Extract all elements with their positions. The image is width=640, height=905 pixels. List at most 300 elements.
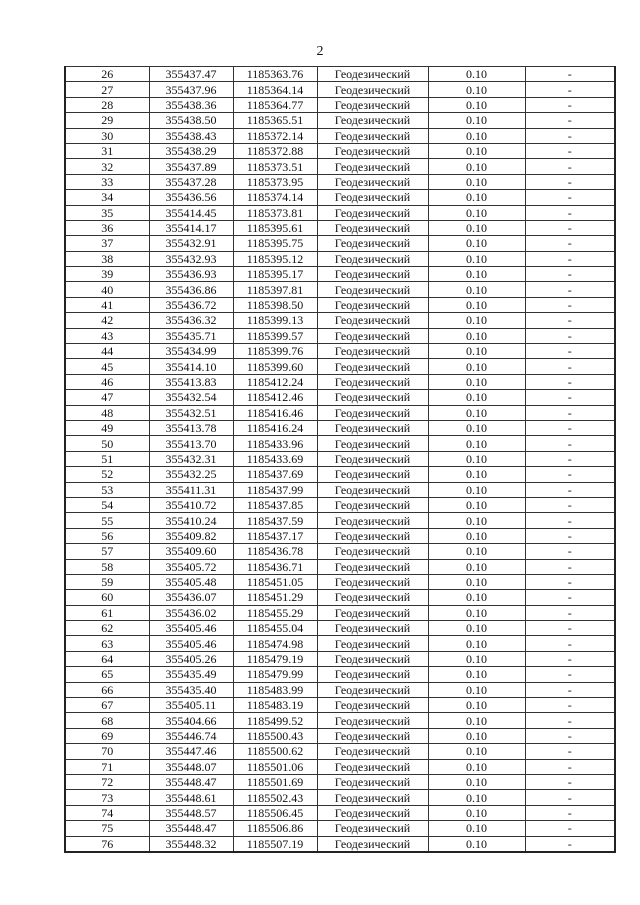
note-cell: -	[525, 344, 615, 359]
y-coordinate-cell: 1185506.45	[233, 805, 317, 820]
point-number-cell: 67	[65, 698, 149, 713]
y-coordinate-cell: 1185416.46	[233, 405, 317, 420]
accuracy-cell: 0.10	[428, 744, 525, 759]
y-coordinate-cell: 1185437.85	[233, 497, 317, 512]
accuracy-cell: 0.10	[428, 836, 525, 852]
accuracy-cell: 0.10	[428, 497, 525, 512]
method-cell: Геодезический	[317, 513, 428, 528]
y-coordinate-cell: 1185437.59	[233, 513, 317, 528]
note-cell: -	[525, 621, 615, 636]
note-cell: -	[525, 205, 615, 220]
table-row	[65, 159, 615, 174]
table-row	[65, 420, 615, 435]
accuracy-cell: 0.10	[428, 682, 525, 697]
accuracy-cell: 0.10	[428, 420, 525, 435]
method-cell: Геодезический	[317, 744, 428, 759]
note-cell: -	[525, 451, 615, 466]
accuracy-cell: 0.10	[428, 805, 525, 820]
x-coordinate-cell: 355436.93	[149, 267, 233, 282]
x-coordinate-cell: 355413.83	[149, 374, 233, 389]
note-cell: -	[525, 297, 615, 312]
method-cell: Геодезический	[317, 159, 428, 174]
point-number-cell: 64	[65, 651, 149, 666]
point-number-cell: 45	[65, 359, 149, 374]
point-number-cell: 54	[65, 497, 149, 512]
note-cell: -	[525, 590, 615, 605]
x-coordinate-cell: 355438.50	[149, 113, 233, 128]
note-cell: -	[525, 359, 615, 374]
accuracy-cell: 0.10	[428, 574, 525, 589]
table-row	[65, 790, 615, 805]
y-coordinate-cell: 1185483.19	[233, 698, 317, 713]
method-cell: Геодезический	[317, 728, 428, 743]
accuracy-cell: 0.10	[428, 713, 525, 728]
method-cell: Геодезический	[317, 128, 428, 143]
method-cell: Геодезический	[317, 359, 428, 374]
table-row	[65, 651, 615, 666]
table-row	[65, 97, 615, 112]
point-number-cell: 51	[65, 451, 149, 466]
y-coordinate-cell: 1185373.51	[233, 159, 317, 174]
y-coordinate-cell: 1185451.29	[233, 590, 317, 605]
table-row	[65, 821, 615, 836]
point-number-cell: 31	[65, 143, 149, 158]
table-row	[65, 282, 615, 297]
note-cell: -	[525, 390, 615, 405]
y-coordinate-cell: 1185500.62	[233, 744, 317, 759]
method-cell: Геодезический	[317, 759, 428, 774]
method-cell: Геодезический	[317, 574, 428, 589]
accuracy-cell: 0.10	[428, 467, 525, 482]
note-cell: -	[525, 220, 615, 235]
point-number-cell: 62	[65, 621, 149, 636]
x-coordinate-cell: 355404.66	[149, 713, 233, 728]
note-cell: -	[525, 97, 615, 112]
accuracy-cell: 0.10	[428, 651, 525, 666]
method-cell: Геодезический	[317, 390, 428, 405]
method-cell: Геодезический	[317, 451, 428, 466]
y-coordinate-cell: 1185483.99	[233, 682, 317, 697]
method-cell: Геодезический	[317, 713, 428, 728]
accuracy-cell: 0.10	[428, 344, 525, 359]
note-cell: -	[525, 497, 615, 512]
method-cell: Геодезический	[317, 97, 428, 112]
note-cell: -	[525, 82, 615, 97]
point-number-cell: 76	[65, 836, 149, 852]
point-number-cell: 72	[65, 774, 149, 789]
x-coordinate-cell: 355438.43	[149, 128, 233, 143]
table-row	[65, 836, 615, 852]
accuracy-cell: 0.10	[428, 559, 525, 574]
method-cell: Геодезический	[317, 267, 428, 282]
accuracy-cell: 0.10	[428, 759, 525, 774]
method-cell: Геодезический	[317, 790, 428, 805]
method-cell: Геодезический	[317, 774, 428, 789]
accuracy-cell: 0.10	[428, 359, 525, 374]
x-coordinate-cell: 355432.25	[149, 467, 233, 482]
x-coordinate-cell: 355405.11	[149, 698, 233, 713]
y-coordinate-cell: 1185395.17	[233, 267, 317, 282]
table-row	[65, 513, 615, 528]
method-cell: Геодезический	[317, 667, 428, 682]
x-coordinate-cell: 355436.02	[149, 605, 233, 620]
point-number-cell: 75	[65, 821, 149, 836]
method-cell: Геодезический	[317, 113, 428, 128]
point-number-cell: 28	[65, 97, 149, 112]
method-cell: Геодезический	[317, 143, 428, 158]
point-number-cell: 27	[65, 82, 149, 97]
note-cell: -	[525, 559, 615, 574]
accuracy-cell: 0.10	[428, 251, 525, 266]
x-coordinate-cell: 355446.74	[149, 728, 233, 743]
accuracy-cell: 0.10	[428, 821, 525, 836]
note-cell: -	[525, 374, 615, 389]
note-cell: -	[525, 544, 615, 559]
table-row	[65, 143, 615, 158]
y-coordinate-cell: 1185363.76	[233, 67, 317, 82]
y-coordinate-cell: 1185433.96	[233, 436, 317, 451]
method-cell: Геодезический	[317, 282, 428, 297]
x-coordinate-cell: 355432.54	[149, 390, 233, 405]
y-coordinate-cell: 1185455.29	[233, 605, 317, 620]
note-cell: -	[525, 282, 615, 297]
method-cell: Геодезический	[317, 528, 428, 543]
method-cell: Геодезический	[317, 190, 428, 205]
accuracy-cell: 0.10	[428, 405, 525, 420]
x-coordinate-cell: 355435.71	[149, 328, 233, 343]
note-cell: -	[525, 682, 615, 697]
point-number-cell: 49	[65, 420, 149, 435]
y-coordinate-cell: 1185502.43	[233, 790, 317, 805]
table-row	[65, 297, 615, 312]
y-coordinate-cell: 1185399.76	[233, 344, 317, 359]
table-row	[65, 667, 615, 682]
note-cell: -	[525, 636, 615, 651]
x-coordinate-cell: 355437.47	[149, 67, 233, 82]
x-coordinate-cell: 355436.56	[149, 190, 233, 205]
x-coordinate-cell: 355414.45	[149, 205, 233, 220]
note-cell: -	[525, 328, 615, 343]
y-coordinate-cell: 1185399.57	[233, 328, 317, 343]
x-coordinate-cell: 355414.10	[149, 359, 233, 374]
note-cell: -	[525, 67, 615, 82]
point-number-cell: 37	[65, 236, 149, 251]
accuracy-cell: 0.10	[428, 267, 525, 282]
table-row	[65, 698, 615, 713]
x-coordinate-cell: 355413.70	[149, 436, 233, 451]
x-coordinate-cell: 355432.91	[149, 236, 233, 251]
method-cell: Геодезический	[317, 605, 428, 620]
accuracy-cell: 0.10	[428, 774, 525, 789]
x-coordinate-cell: 355409.82	[149, 528, 233, 543]
table-row	[65, 744, 615, 759]
note-cell: -	[525, 805, 615, 820]
method-cell: Геодезический	[317, 82, 428, 97]
x-coordinate-cell: 355435.49	[149, 667, 233, 682]
table-row	[65, 559, 615, 574]
method-cell: Геодезический	[317, 174, 428, 189]
y-coordinate-cell: 1185365.51	[233, 113, 317, 128]
note-cell: -	[525, 143, 615, 158]
coordinates-table	[64, 66, 616, 853]
y-coordinate-cell: 1185372.14	[233, 128, 317, 143]
method-cell: Геодезический	[317, 651, 428, 666]
point-number-cell: 74	[65, 805, 149, 820]
table-row	[65, 359, 615, 374]
accuracy-cell: 0.10	[428, 374, 525, 389]
table-row	[65, 205, 615, 220]
x-coordinate-cell: 355435.40	[149, 682, 233, 697]
accuracy-cell: 0.10	[428, 528, 525, 543]
method-cell: Геодезический	[317, 544, 428, 559]
accuracy-cell: 0.10	[428, 436, 525, 451]
accuracy-cell: 0.10	[428, 97, 525, 112]
note-cell: -	[525, 313, 615, 328]
x-coordinate-cell: 355436.32	[149, 313, 233, 328]
point-number-cell: 33	[65, 174, 149, 189]
note-cell: -	[525, 251, 615, 266]
note-cell: -	[525, 744, 615, 759]
y-coordinate-cell: 1185479.99	[233, 667, 317, 682]
table-row	[65, 759, 615, 774]
table-row	[65, 267, 615, 282]
table-row	[65, 451, 615, 466]
table-row	[65, 405, 615, 420]
y-coordinate-cell: 1185372.88	[233, 143, 317, 158]
table-row	[65, 574, 615, 589]
y-coordinate-cell: 1185451.05	[233, 574, 317, 589]
accuracy-cell: 0.10	[428, 451, 525, 466]
page-number: 2	[316, 44, 324, 59]
method-cell: Геодезический	[317, 420, 428, 435]
point-number-cell: 73	[65, 790, 149, 805]
table-row	[65, 67, 615, 82]
table-row	[65, 374, 615, 389]
point-number-cell: 47	[65, 390, 149, 405]
method-cell: Геодезический	[317, 251, 428, 266]
note-cell: -	[525, 528, 615, 543]
x-coordinate-cell: 355448.57	[149, 805, 233, 820]
x-coordinate-cell: 355409.60	[149, 544, 233, 559]
y-coordinate-cell: 1185395.12	[233, 251, 317, 266]
note-cell: -	[525, 667, 615, 682]
note-cell: -	[525, 728, 615, 743]
y-coordinate-cell: 1185399.60	[233, 359, 317, 374]
table-row	[65, 174, 615, 189]
point-number-cell: 60	[65, 590, 149, 605]
note-cell: -	[525, 113, 615, 128]
accuracy-cell: 0.10	[428, 143, 525, 158]
point-number-cell: 52	[65, 467, 149, 482]
x-coordinate-cell: 355436.86	[149, 282, 233, 297]
method-cell: Геодезический	[317, 467, 428, 482]
x-coordinate-cell: 355448.47	[149, 774, 233, 789]
method-cell: Геодезический	[317, 328, 428, 343]
point-number-cell: 66	[65, 682, 149, 697]
y-coordinate-cell: 1185437.69	[233, 467, 317, 482]
point-number-cell: 36	[65, 220, 149, 235]
x-coordinate-cell: 355405.46	[149, 621, 233, 636]
method-cell: Геодезический	[317, 559, 428, 574]
accuracy-cell: 0.10	[428, 621, 525, 636]
point-number-cell: 44	[65, 344, 149, 359]
accuracy-cell: 0.10	[428, 297, 525, 312]
y-coordinate-cell: 1185397.81	[233, 282, 317, 297]
x-coordinate-cell: 355432.31	[149, 451, 233, 466]
accuracy-cell: 0.10	[428, 667, 525, 682]
method-cell: Геодезический	[317, 297, 428, 312]
method-cell: Геодезический	[317, 636, 428, 651]
method-cell: Геодезический	[317, 805, 428, 820]
accuracy-cell: 0.10	[428, 174, 525, 189]
table-row	[65, 682, 615, 697]
x-coordinate-cell: 355438.36	[149, 97, 233, 112]
table-row	[65, 728, 615, 743]
accuracy-cell: 0.10	[428, 728, 525, 743]
x-coordinate-cell: 355436.07	[149, 590, 233, 605]
table-row	[65, 774, 615, 789]
method-cell: Геодезический	[317, 698, 428, 713]
x-coordinate-cell: 355410.72	[149, 497, 233, 512]
x-coordinate-cell: 355434.99	[149, 344, 233, 359]
accuracy-cell: 0.10	[428, 390, 525, 405]
method-cell: Геодезический	[317, 205, 428, 220]
note-cell: -	[525, 574, 615, 589]
point-number-cell: 38	[65, 251, 149, 266]
point-number-cell: 29	[65, 113, 149, 128]
point-number-cell: 56	[65, 528, 149, 543]
point-number-cell: 69	[65, 728, 149, 743]
x-coordinate-cell: 355414.17	[149, 220, 233, 235]
table-row	[65, 497, 615, 512]
x-coordinate-cell: 355432.93	[149, 251, 233, 266]
y-coordinate-cell: 1185399.13	[233, 313, 317, 328]
method-cell: Геодезический	[317, 836, 428, 852]
table-row	[65, 313, 615, 328]
y-coordinate-cell: 1185374.14	[233, 190, 317, 205]
note-cell: -	[525, 436, 615, 451]
y-coordinate-cell: 1185479.19	[233, 651, 317, 666]
method-cell: Геодезический	[317, 236, 428, 251]
x-coordinate-cell: 355438.29	[149, 143, 233, 158]
y-coordinate-cell: 1185501.06	[233, 759, 317, 774]
table-row	[65, 328, 615, 343]
table-row	[65, 528, 615, 543]
method-cell: Геодезический	[317, 344, 428, 359]
y-coordinate-cell: 1185364.77	[233, 97, 317, 112]
table-row	[65, 236, 615, 251]
point-number-cell: 39	[65, 267, 149, 282]
y-coordinate-cell: 1185416.24	[233, 420, 317, 435]
table-row	[65, 713, 615, 728]
point-number-cell: 40	[65, 282, 149, 297]
note-cell: -	[525, 267, 615, 282]
accuracy-cell: 0.10	[428, 482, 525, 497]
y-coordinate-cell: 1185499.52	[233, 713, 317, 728]
method-cell: Геодезический	[317, 220, 428, 235]
y-coordinate-cell: 1185437.99	[233, 482, 317, 497]
point-number-cell: 61	[65, 605, 149, 620]
point-number-cell: 41	[65, 297, 149, 312]
x-coordinate-cell: 355448.61	[149, 790, 233, 805]
table-row	[65, 82, 615, 97]
y-coordinate-cell: 1185373.81	[233, 205, 317, 220]
point-number-cell: 58	[65, 559, 149, 574]
y-coordinate-cell: 1185437.17	[233, 528, 317, 543]
x-coordinate-cell: 355448.47	[149, 821, 233, 836]
accuracy-cell: 0.10	[428, 205, 525, 220]
point-number-cell: 48	[65, 405, 149, 420]
y-coordinate-cell: 1185433.69	[233, 451, 317, 466]
accuracy-cell: 0.10	[428, 190, 525, 205]
note-cell: -	[525, 821, 615, 836]
point-number-cell: 65	[65, 667, 149, 682]
point-number-cell: 53	[65, 482, 149, 497]
table-row	[65, 621, 615, 636]
x-coordinate-cell: 355448.32	[149, 836, 233, 852]
note-cell: -	[525, 420, 615, 435]
method-cell: Геодезический	[317, 821, 428, 836]
table-row	[65, 344, 615, 359]
y-coordinate-cell: 1185412.46	[233, 390, 317, 405]
x-coordinate-cell: 355436.72	[149, 297, 233, 312]
method-cell: Геодезический	[317, 621, 428, 636]
accuracy-cell: 0.10	[428, 220, 525, 235]
y-coordinate-cell: 1185364.14	[233, 82, 317, 97]
y-coordinate-cell: 1185455.04	[233, 621, 317, 636]
note-cell: -	[525, 405, 615, 420]
point-number-cell: 46	[65, 374, 149, 389]
point-number-cell: 50	[65, 436, 149, 451]
table-body	[65, 67, 615, 852]
point-number-cell: 26	[65, 67, 149, 82]
table-row	[65, 805, 615, 820]
x-coordinate-cell: 355405.46	[149, 636, 233, 651]
accuracy-cell: 0.10	[428, 513, 525, 528]
note-cell: -	[525, 190, 615, 205]
table-row	[65, 467, 615, 482]
accuracy-cell: 0.10	[428, 544, 525, 559]
accuracy-cell: 0.10	[428, 159, 525, 174]
note-cell: -	[525, 482, 615, 497]
x-coordinate-cell: 355413.78	[149, 420, 233, 435]
x-coordinate-cell: 355405.48	[149, 574, 233, 589]
point-number-cell: 55	[65, 513, 149, 528]
table-row	[65, 482, 615, 497]
note-cell: -	[525, 790, 615, 805]
y-coordinate-cell: 1185373.95	[233, 174, 317, 189]
x-coordinate-cell: 355437.28	[149, 174, 233, 189]
note-cell: -	[525, 174, 615, 189]
table-row	[65, 190, 615, 205]
accuracy-cell: 0.10	[428, 313, 525, 328]
accuracy-cell: 0.10	[428, 82, 525, 97]
accuracy-cell: 0.10	[428, 605, 525, 620]
table-row	[65, 390, 615, 405]
table-row	[65, 436, 615, 451]
accuracy-cell: 0.10	[428, 113, 525, 128]
method-cell: Геодезический	[317, 682, 428, 697]
note-cell: -	[525, 236, 615, 251]
table-row	[65, 590, 615, 605]
x-coordinate-cell: 355405.26	[149, 651, 233, 666]
point-number-cell: 43	[65, 328, 149, 343]
method-cell: Геодезический	[317, 405, 428, 420]
note-cell: -	[525, 759, 615, 774]
point-number-cell: 59	[65, 574, 149, 589]
method-cell: Геодезический	[317, 590, 428, 605]
x-coordinate-cell: 355411.31	[149, 482, 233, 497]
